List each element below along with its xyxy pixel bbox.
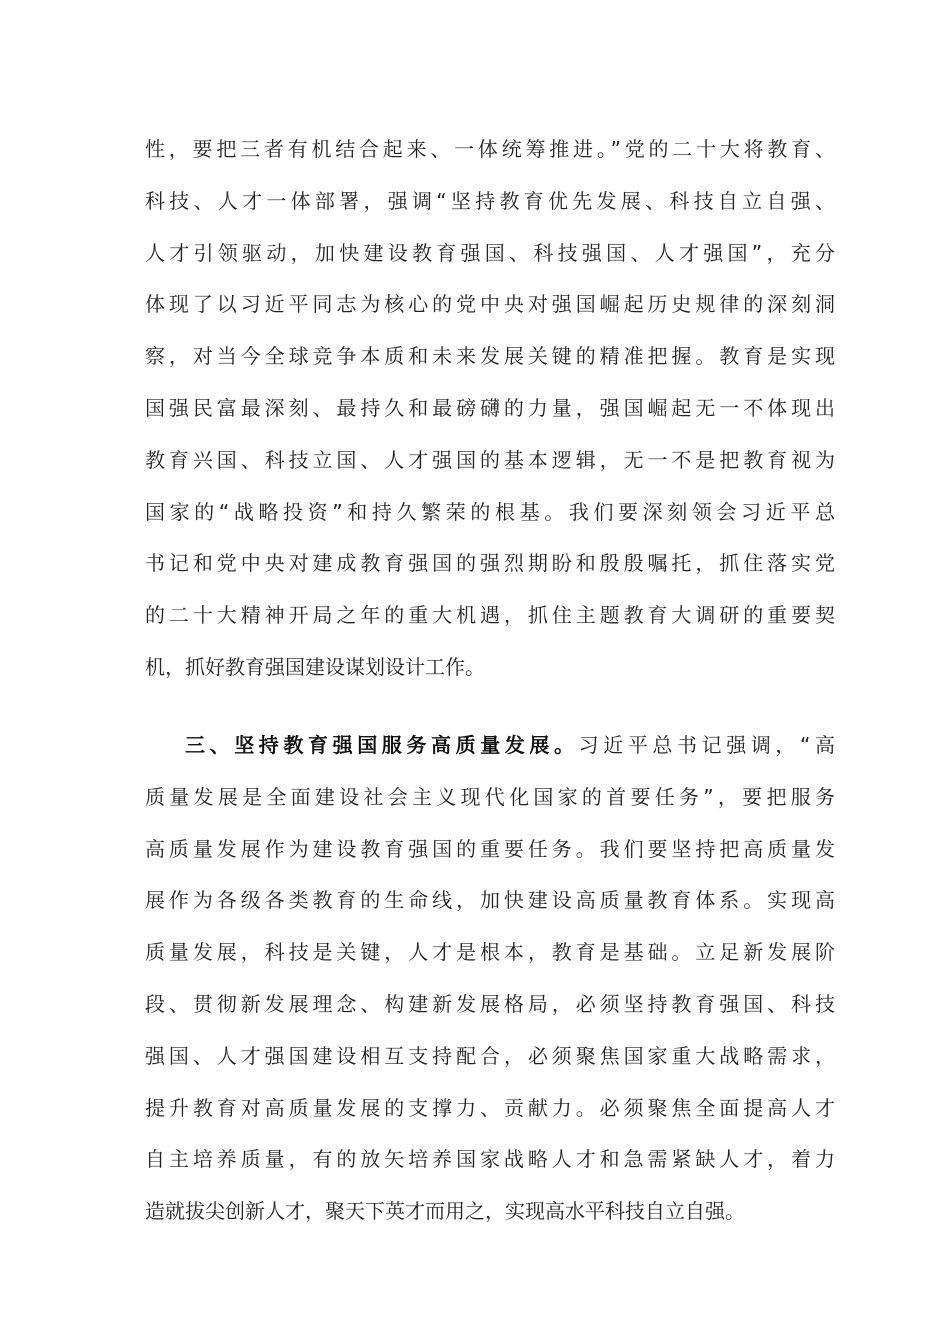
text-line: 性，要把三者有机结合起来、一体统筹推进。”党的二十大将教育、 bbox=[145, 137, 835, 161]
text-line: 质量发展是全面建设社会主义现代化国家的首要任务”，要把服务 bbox=[145, 784, 835, 809]
text-run: 习近平总书记强调，“高 bbox=[578, 733, 835, 757]
text-line: 书记和党中央对建成教育强国的强烈期盼和殷殷嘱托，抓住落实党 bbox=[145, 551, 835, 576]
text-line: 国强民富最深刻、最持久和最磅礴的力量，强国崛起无一不体现出 bbox=[145, 395, 835, 420]
text-line: 质量发展，科技是关键，人才是根本，教育是基础。立足新发展阶 bbox=[145, 940, 835, 965]
text-line: 强国、人才强国建设相互支持配合，必须聚焦国家重大战略需求， bbox=[145, 1043, 835, 1068]
text-line: 的二十大精神开局之年的重大机遇，抓住主题教育大调研的重要契 bbox=[145, 603, 835, 628]
text-line: 体现了以习近平同志为核心的党中央对强国崛起历史规律的深刻洞 bbox=[145, 292, 835, 317]
text-line: 机，抓好教育强国建设谋划设计工作。 bbox=[145, 654, 485, 679]
text-line: 科技、人才一体部署，强调“坚持教育优先发展、科技自立自强、 bbox=[145, 188, 835, 213]
section-heading: 三、坚持教育强国服务高质量发展。 bbox=[185, 733, 579, 757]
paragraph-1 bbox=[145, 124, 835, 694]
text-line: 教育兴国、科技立国、人才强国的基本逻辑，无一不是把教育视为 bbox=[145, 447, 835, 472]
text-line: 自主培养质量，有的放矢培养国家战略人才和急需紧缺人才，着力 bbox=[145, 1147, 835, 1172]
text-line: 国家的“战略投资”和持久繁荣的根基。我们要深刻领会习近平总 bbox=[145, 499, 835, 524]
paragraph-first-line bbox=[145, 720, 835, 772]
paragraph-2 bbox=[145, 720, 835, 1238]
text-line: 人才引领驱动，加快建设教育强国、科技强国、人才强国”，充分 bbox=[145, 240, 835, 265]
text-line: 察，对当今全球竞争本质和未来发展关键的精准把握。教育是实现 bbox=[145, 344, 835, 369]
text-line: 造就拔尖创新人才，聚天下英才而用之，实现高水平科技自立自强。 bbox=[145, 1199, 745, 1224]
text-line: 段、贯彻新发展理念、构建新发展格局，必须坚持教育强国、科技 bbox=[145, 991, 835, 1016]
text-line: 提升教育对高质量发展的支撑力、贡献力。必须聚焦全面提高人才 bbox=[145, 1095, 835, 1120]
text-line: 展作为各级各类教育的生命线，加快建设高质量教育体系。实现高 bbox=[145, 888, 835, 913]
text-line: 高质量发展作为建设教育强国的重要任务。我们要坚持把高质量发 bbox=[145, 836, 835, 861]
